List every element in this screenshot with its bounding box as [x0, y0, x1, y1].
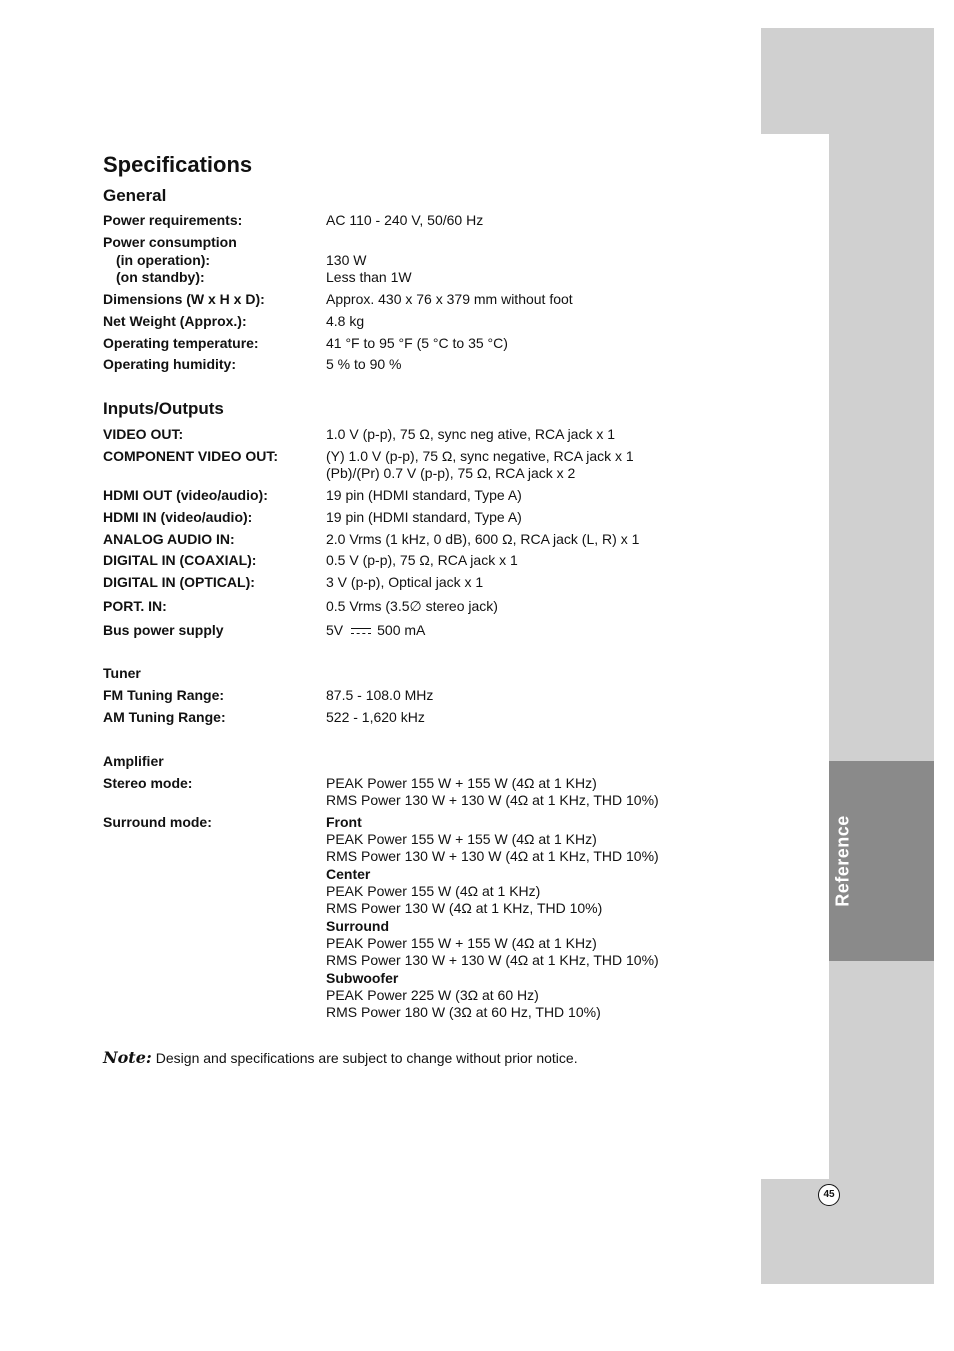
digital-in-optical-label: DIGITAL IN (OPTICAL): — [103, 574, 255, 590]
side-tab-top — [761, 28, 934, 134]
subwoofer-subheading: Subwoofer — [326, 970, 399, 986]
am-tuning-range-value: 522 - 1,620 kHz — [326, 709, 425, 725]
center-peak-value: PEAK Power 155 W (4Ω at 1 KHz) — [326, 883, 541, 899]
note-label: Note: — [103, 1048, 152, 1067]
component-video-out-value-1: (Y) 1.0 V (p-p), 75 Ω, sync negative, RCA jack x 1 — [326, 448, 634, 464]
digital-in-coaxial-value: 0.5 V (p-p), 75 Ω, RCA jack x 1 — [326, 552, 518, 568]
stereo-peak-value: PEAK Power 155 W + 155 W (4Ω at 1 KHz) — [326, 775, 597, 791]
bus-current: 500 mA — [377, 622, 426, 638]
component-video-out-value-2: (Pb)/(Pr) 0.7 V (p-p), 75 Ω, RCA jack x 2 — [326, 465, 576, 481]
front-peak-value: PEAK Power 155 W + 155 W (4Ω at 1 KHz) — [326, 831, 597, 847]
in-operation-label: (in operation): — [116, 252, 211, 268]
subwoofer-rms-value: RMS Power 180 W (3Ω at 60 Hz, THD 10%) — [326, 1004, 601, 1020]
hdmi-out-label: HDMI OUT (video/audio): — [103, 487, 268, 503]
digital-in-coaxial-label: DIGITAL IN (COAXIAL): — [103, 552, 257, 568]
analog-audio-in-label: ANALOG AUDIO IN: — [103, 531, 235, 547]
tuner-heading: Tuner — [103, 665, 141, 681]
analog-audio-in-value: 2.0 Vrms (1 kHz, 0 dB), 600 Ω, RCA jack (L, R) x 1 — [326, 531, 640, 547]
amplifier-heading: Amplifier — [103, 753, 164, 769]
digital-in-optical-value: 3 V (p-p), Optical jack x 1 — [326, 574, 484, 590]
dimensions-label: Dimensions (W x H x D): — [103, 291, 265, 307]
surround-peak-value: PEAK Power 155 W + 155 W (4Ω at 1 KHz) — [326, 935, 597, 951]
side-tab-middle — [829, 134, 934, 761]
side-tab-lower — [829, 961, 934, 1179]
reference-tab-label: Reference — [832, 815, 853, 907]
fm-tuning-range-label: FM Tuning Range: — [103, 687, 225, 703]
port-in-label: PORT. IN: — [103, 598, 167, 614]
center-rms-value: RMS Power 130 W (4Ω at 1 KHz, THD 10%) — [326, 900, 603, 916]
operating-temperature-label: Operating temperature: — [103, 335, 259, 351]
bus-power-supply-value — [326, 622, 425, 639]
bus-power-supply-label: Bus power supply — [103, 622, 224, 638]
surround-mode-label: Surround mode: — [103, 814, 212, 830]
net-weight-label: Net Weight (Approx.): — [103, 313, 247, 329]
port-in-value: 0.5 Vrms (3.5∅ stereo jack) — [326, 598, 498, 614]
center-subheading: Center — [326, 866, 371, 882]
on-standby-value: Less than 1W — [326, 269, 412, 285]
inputs-outputs-heading: Inputs/Outputs — [103, 399, 224, 418]
stereo-rms-value: RMS Power 130 W + 130 W (4Ω at 1 KHz, THD 10%) — [326, 792, 659, 808]
operating-temperature-value: 41 °F to 95 °F (5 °C to 35 °C) — [326, 335, 508, 351]
power-requirements-label: Power requirements: — [103, 212, 243, 228]
general-heading: General — [103, 186, 167, 205]
operating-humidity-label: Operating humidity: — [103, 356, 236, 372]
power-requirements-value: AC 110 - 240 V, 50/60 Hz — [326, 212, 484, 228]
on-standby-label: (on standby): — [116, 269, 205, 285]
page-number: 45 — [818, 1184, 840, 1206]
video-out-value: 1.0 V (p-p), 75 Ω, sync neg ative, RCA jack x 1 — [326, 426, 616, 442]
stereo-mode-label: Stereo mode: — [103, 775, 193, 791]
hdmi-out-value: 19 pin (HDMI standard, Type A) — [326, 487, 522, 503]
side-tab-bottom — [761, 1179, 934, 1284]
surround-rms-value: RMS Power 130 W + 130 W (4Ω at 1 KHz, THD 10%) — [326, 952, 659, 968]
video-out-label: VIDEO OUT: — [103, 426, 184, 442]
dc-symbol-icon — [351, 628, 371, 635]
power-consumption-label: Power consumption — [103, 234, 237, 250]
front-subheading: Front — [326, 814, 362, 830]
component-video-out-label: COMPONENT VIDEO OUT: — [103, 448, 279, 464]
hdmi-in-value: 19 pin (HDMI standard, Type A) — [326, 509, 522, 525]
am-tuning-range-label: AM Tuning Range: — [103, 709, 226, 725]
subwoofer-peak-value: PEAK Power 225 W (3Ω at 60 Hz) — [326, 987, 539, 1003]
page-title: Specifications — [103, 152, 253, 177]
dimensions-value: Approx. 430 x 76 x 379 mm without foot — [326, 291, 573, 307]
fm-tuning-range-value: 87.5 - 108.0 MHz — [326, 687, 434, 703]
surround-subheading: Surround — [326, 918, 389, 934]
note — [103, 1048, 578, 1067]
in-operation-value: 130 W — [326, 252, 367, 268]
bus-voltage: 5V — [326, 622, 344, 638]
hdmi-in-label: HDMI IN (video/audio): — [103, 509, 253, 525]
net-weight-value: 4.8 kg — [326, 313, 365, 329]
front-rms-value: RMS Power 130 W + 130 W (4Ω at 1 KHz, THD 10%) — [326, 848, 659, 864]
operating-humidity-value: 5 % to 90 % — [326, 356, 402, 372]
note-text: Design and specifications are subject to change without prior notice. — [155, 1050, 578, 1066]
